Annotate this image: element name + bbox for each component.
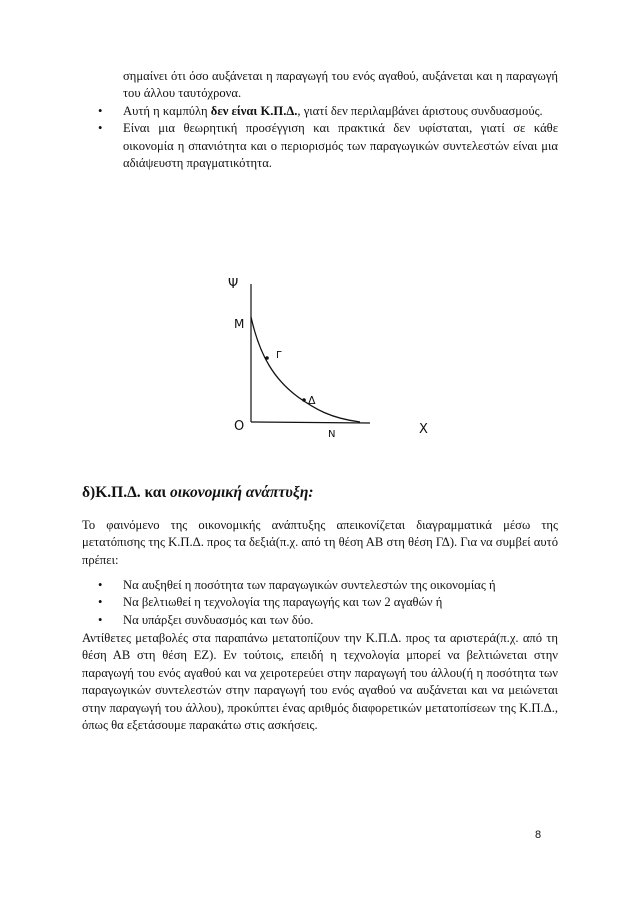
x-axis — [251, 422, 370, 423]
bullet-item — [96, 103, 558, 120]
bullet-text: Αυτή η καμπύλη — [123, 104, 211, 118]
bullet-text: Είναι μια θεωρητική προσέγγιση και πρακτικά δεν υφίσταται, γιατί σε κάθε οικονομία η σπανιότητα και ο περιορισμός των παραγωγικών συντελεστών είναι μια αδιάψευστη πραγματικότητα. — [123, 121, 558, 171]
continuation-paragraph: σημαίνει ότι όσο αυξάνεται η παραγωγή του ενός αγαθού, αυξάνεται και η παραγωγή του άλλου ταυτόχρονα. — [123, 69, 558, 101]
bullet-text: , γιατί δεν περιλαμβάνει άριστους συνδυασμούς. — [297, 104, 543, 118]
section-bullet-list — [96, 577, 558, 629]
origin-label: Ο — [234, 419, 245, 434]
bullet-item — [96, 577, 558, 594]
bullet-icon: • — [98, 612, 103, 627]
section-intro-paragraph: Το φαινόμενο της οικονομικής ανάπτυξης απεικονίζεται διαγραμματικά μέσω της μετατόπισης της Κ.Π.Δ. προς τα δεξιά(π.χ. από τη θέση ΑΒ στη θέση ΓΔ). Για να συμβεί αυτό πρέπει: — [82, 518, 558, 567]
point-delta-marker — [302, 398, 306, 402]
point-m-label: Μ — [234, 317, 245, 331]
section-heading-italic: οικονομική ανάπτυξη: — [170, 484, 314, 501]
bullet-text: Να υπάρξει συνδυασμός και των δύο. — [123, 612, 314, 627]
section-heading-prefix: δ)Κ.Π.Δ. και — [82, 484, 171, 501]
bullet-text: Να αυξηθεί η ποσότητα των παραγωγικών συντελεστών της οικονομίας ή — [123, 578, 496, 592]
point-gamma-label: Γ — [276, 350, 282, 361]
x-axis-label: Χ — [419, 422, 428, 437]
y-axis-label: Ψ — [228, 277, 239, 292]
bullet-icon: • — [98, 578, 103, 592]
point-n-label: Ν — [328, 429, 336, 440]
point-gamma-marker — [265, 356, 269, 360]
bullet-item — [96, 594, 558, 611]
section-heading — [82, 484, 314, 502]
bullet-icon: • — [98, 121, 103, 136]
bullet-item — [96, 120, 558, 172]
bullet-bold-text: δεν είναι Κ.Π.Δ. — [210, 104, 298, 118]
page-number: 8 — [535, 829, 542, 841]
point-delta-label: Δ — [308, 394, 316, 407]
bullet-icon: • — [98, 595, 103, 610]
bullet-item — [96, 612, 558, 629]
closing-paragraph: Αντίθετες μεταβολές στα παραπάνω μετατοπίζουν την Κ.Π.Δ. προς τα αριστερά(π.χ. από τη θέση ΑΒ στη θέση ΕΖ). Εν τούτοις, επειδή η τεχνολογία μπορεί να βελτιώνεται στην παραγωγή του ενός αγαθού και να χειροτερεύει στην παραγωγή του άλλου(ή η ποσότητα των παραγωγικών συντελεστών στην παραγωγή του ενός αγαθού να αυξάνεται και να μειώνεται στην παραγωγή του άλλου), προκύπτει ένας αριθμός διαφορετικών μετατοπίσεων της Κ.Π.Δ., όπως θα εξετάσουμε παρακάτω στις ασκήσεις. — [82, 631, 558, 733]
bullet-icon: • — [98, 104, 103, 118]
ppf-hand-drawn-figure — [220, 272, 440, 442]
bullet-text: Να βελτιωθεί η τεχνολογία της παραγωγής και των 2 αγαθών ή — [123, 595, 443, 610]
top-bullet-list — [96, 103, 558, 173]
curve — [251, 317, 360, 422]
